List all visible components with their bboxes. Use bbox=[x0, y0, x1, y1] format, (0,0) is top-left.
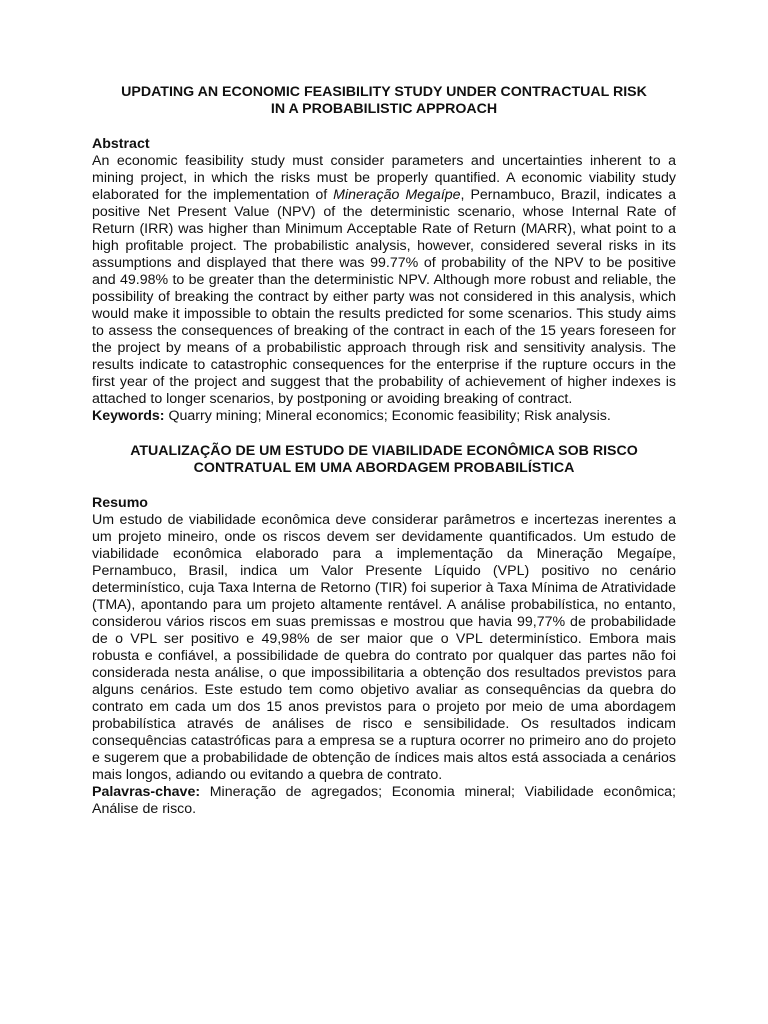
keywords-list: Quarry mining; Mineral economics; Economic feasibility; Risk analysis. bbox=[164, 408, 611, 424]
portuguese-title bbox=[92, 443, 676, 477]
abstract-text-part-2: , Pernambuco, Brazil, indicates a positive Net Present Value (NPV) of the deterministic scenario, whose Internal Rate of Return (IRR) was higher than Minimum Acceptable Rate of Return (MARR), what point to a high profitable project. The probabilistic analysis, however, considered several risks in its assumptions and displayed that there was 99.77% of probability of the NPV to be positive and 49.98% to be greater than the deterministic NPV. Although more robust and reliable, the possibility of breaking the contract by either party was not considered in this analysis, which would make it impossible to obtain the results predicted for some scenarios. This study aims to assess the consequences of breaking of the contract in each of the 15 years foreseen for the project by means of a probabilistic approach through risk and sensitivity analysis. The results indicate to catastrophic consequences for the enterprise if the rupture occurs in the first year of the project and suggest that the probability of achievement of higher indexes is attached to longer scenarios, by postponing or avoiding breaking of contract. bbox=[92, 187, 676, 407]
palavras-chave-label: Palavras-chave: bbox=[92, 784, 201, 800]
abstract-text-part-1: An economic feasibility study must consider parameters and uncertainties inherent to a mining project, in which the risks must be properly quantified. A economic viability study elaborated for the implementation of bbox=[92, 153, 676, 203]
keywords-label: Keywords: bbox=[92, 408, 165, 424]
english-title-line-2: IN A PROBABILISTIC APPROACH bbox=[270, 101, 498, 117]
portuguese-title-line-2: CONTRATUAL EM UMA ABORDAGEM PROBABILÍSTICA bbox=[193, 460, 575, 476]
resumo-heading: Resumo bbox=[92, 495, 148, 511]
abstract-company-name: Mineração Megaípe bbox=[333, 187, 461, 203]
english-keywords bbox=[92, 408, 676, 425]
palavras-chave-list: Mineração de agregados; Economia mineral; Viabilidade econômica; Análise de risco. bbox=[92, 784, 676, 817]
english-title-line-1: UPDATING AN ECONOMIC FEASIBILITY STUDY UNDER CONTRACTUAL RISK bbox=[121, 84, 647, 100]
paper-page bbox=[92, 84, 676, 818]
portuguese-title-line-1: ATUALIZAÇÃO DE UM ESTUDO DE VIABILIDADE ECONÔMICA SOB RISCO bbox=[130, 443, 638, 459]
abstract-text bbox=[92, 153, 676, 408]
abstract-heading: Abstract bbox=[92, 136, 150, 152]
portuguese-keywords bbox=[92, 784, 676, 818]
english-title bbox=[92, 84, 676, 118]
resumo-text: Um estudo de viabilidade econômica deve considerar parâmetros e incertezas inerentes a um projeto mineiro, onde os riscos devem ser devidamente quantificados. Um estudo de viabilidade econômica elaborado para a implementação da Mineração Megaípe, Pernambuco, Brasil, indica um Valor Presente Líquido (VPL) positivo no cenário determinístico, cuja Taxa Interna de Retorno (TIR) foi superior à Taxa Mínima de Atratividade (TMA), apontando para um projeto altamente rentável. A análise probabilística, no entanto, considerou vários riscos em suas premissas e mostrou que havia 99,77% de probabilidade de o VPL ser positivo e 49,98% de ser maior que o VPL determinístico. Embora mais robusta e confiável, a possibilidade de quebra do contrato por qualquer das partes não foi considerada nesta análise, o que impossibilitaria a obtenção dos resultados previstos para alguns cenários. Este estudo tem como objetivo avaliar as consequências da quebra do contrato em cada um dos 15 anos previstos para o projeto por meio de uma abordagem probabilística através de análises de risco e sensibilidade. Os resultados indicam consequências catastróficas para a empresa se a ruptura ocorrer no primeiro ano do projeto e sugerem que a probabilidade de obtenção de índices mais altos está associada a cenários mais longos, adiando ou evitando a quebra de contrato. bbox=[92, 512, 676, 783]
